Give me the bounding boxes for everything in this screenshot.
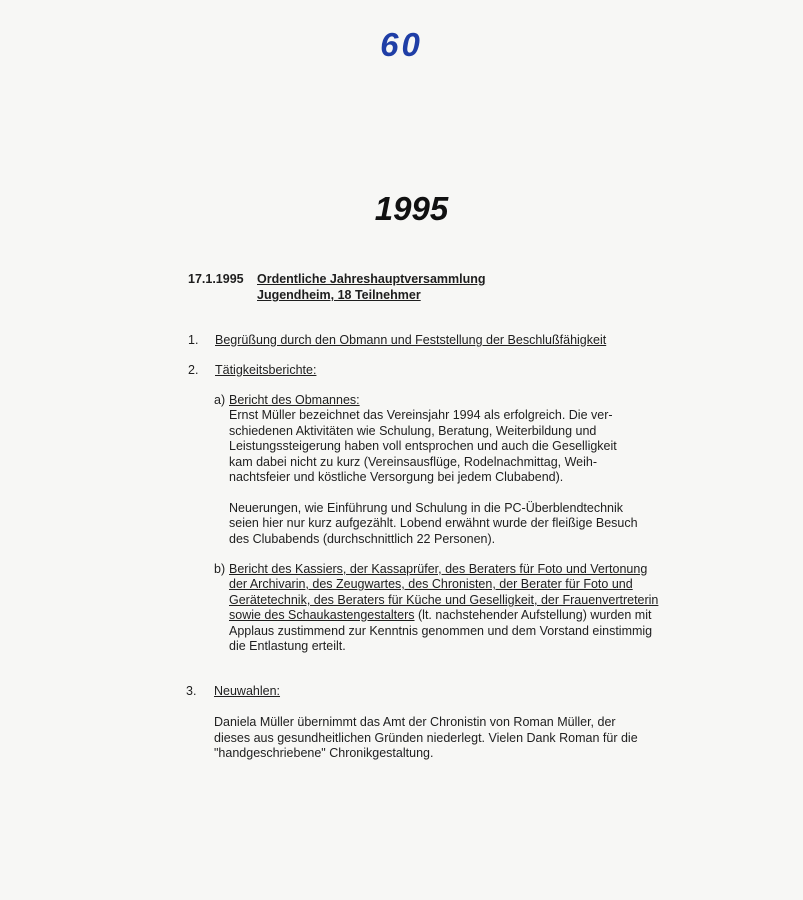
meeting-title: Ordentliche Jahreshauptversammlung bbox=[257, 272, 486, 286]
item-3-line: dieses aus gesundheitlichen Gründen niederlegt. Vielen Dank Roman für die bbox=[214, 731, 638, 745]
item-1-heading: Begrüßung durch den Obmann und Feststellung der Beschlußfähigkeit bbox=[215, 333, 607, 347]
sub-a-line: kam dabei nicht zu kurz (Vereinsausflüge, Rodelnachmittag, Weih- bbox=[229, 455, 598, 469]
sub-b-line: der Archivarin, des Zeugwartes, des Chronisten, der Berater für Foto und bbox=[229, 577, 633, 591]
sub-b-line-rest: (lt. nachstehender Aufstellung) wurden mit bbox=[414, 608, 652, 622]
sub-b-line bbox=[229, 608, 651, 624]
sub-a-line: nachtsfeier und köstliche Versorgung bei jedem Clubabend). bbox=[229, 470, 564, 484]
item-2-number: 2. bbox=[188, 363, 199, 377]
item-1-number: 1. bbox=[188, 333, 199, 347]
item-3-number: 3. bbox=[186, 684, 197, 698]
item-3-line: Daniela Müller übernimmt das Amt der Chronistin von Roman Müller, der bbox=[214, 715, 616, 729]
sub-b-line: Applaus zustimmend zur Kenntnis genommen und dem Vorstand einstimmig bbox=[229, 624, 653, 638]
sub-a-line: schiedenen Aktivitäten wie Schulung, Beratung, Weiterbildung und bbox=[229, 424, 597, 438]
sub-b-label: b) bbox=[214, 562, 226, 576]
sub-a-label: a) bbox=[214, 393, 226, 407]
sub-b-line: Bericht des Kassiers, der Kassaprüfer, des Beraters für Foto und Vertonung bbox=[229, 562, 648, 576]
meeting-subtitle: Jugendheim, 18 Teilnehmer bbox=[257, 288, 421, 302]
page-number: 60 bbox=[380, 26, 423, 63]
sub-b-line: die Entlastung erteilt. bbox=[229, 639, 346, 653]
year-heading: 1995 bbox=[374, 190, 449, 227]
sub-b-underlined-part: sowie des Schaukastengestalters bbox=[229, 608, 415, 622]
sub-a-line: des Clubabends (durchschnittlich 22 Personen). bbox=[229, 532, 496, 546]
sub-a-line: Leistungssteigerung haben voll entsprochen und auch die Geselligkeit bbox=[229, 439, 617, 453]
item-3-heading: Neuwahlen: bbox=[214, 684, 281, 698]
meeting-date: 17.1.1995 bbox=[188, 272, 244, 286]
sub-a-heading: Bericht des Obmannes: bbox=[229, 393, 360, 407]
sub-b-line: Gerätetechnik, des Beraters für Küche und Geselligkeit, der Frauenvertreterin bbox=[229, 593, 659, 607]
item-3-line: "handgeschriebene" Chronikgestaltung. bbox=[214, 746, 434, 760]
sub-a-line: seien hier nur kurz aufgezählt. Lobend erwähnt wurde der fleißige Besuch bbox=[229, 516, 638, 530]
item-2-heading: Tätigkeitsberichte: bbox=[215, 363, 317, 377]
sub-a-line: Neuerungen, wie Einführung und Schulung in die PC-Überblendtechnik bbox=[229, 501, 624, 515]
sub-a-line: Ernst Müller bezeichnet das Vereinsjahr 1994 als erfolgreich. Die ver- bbox=[229, 408, 613, 422]
